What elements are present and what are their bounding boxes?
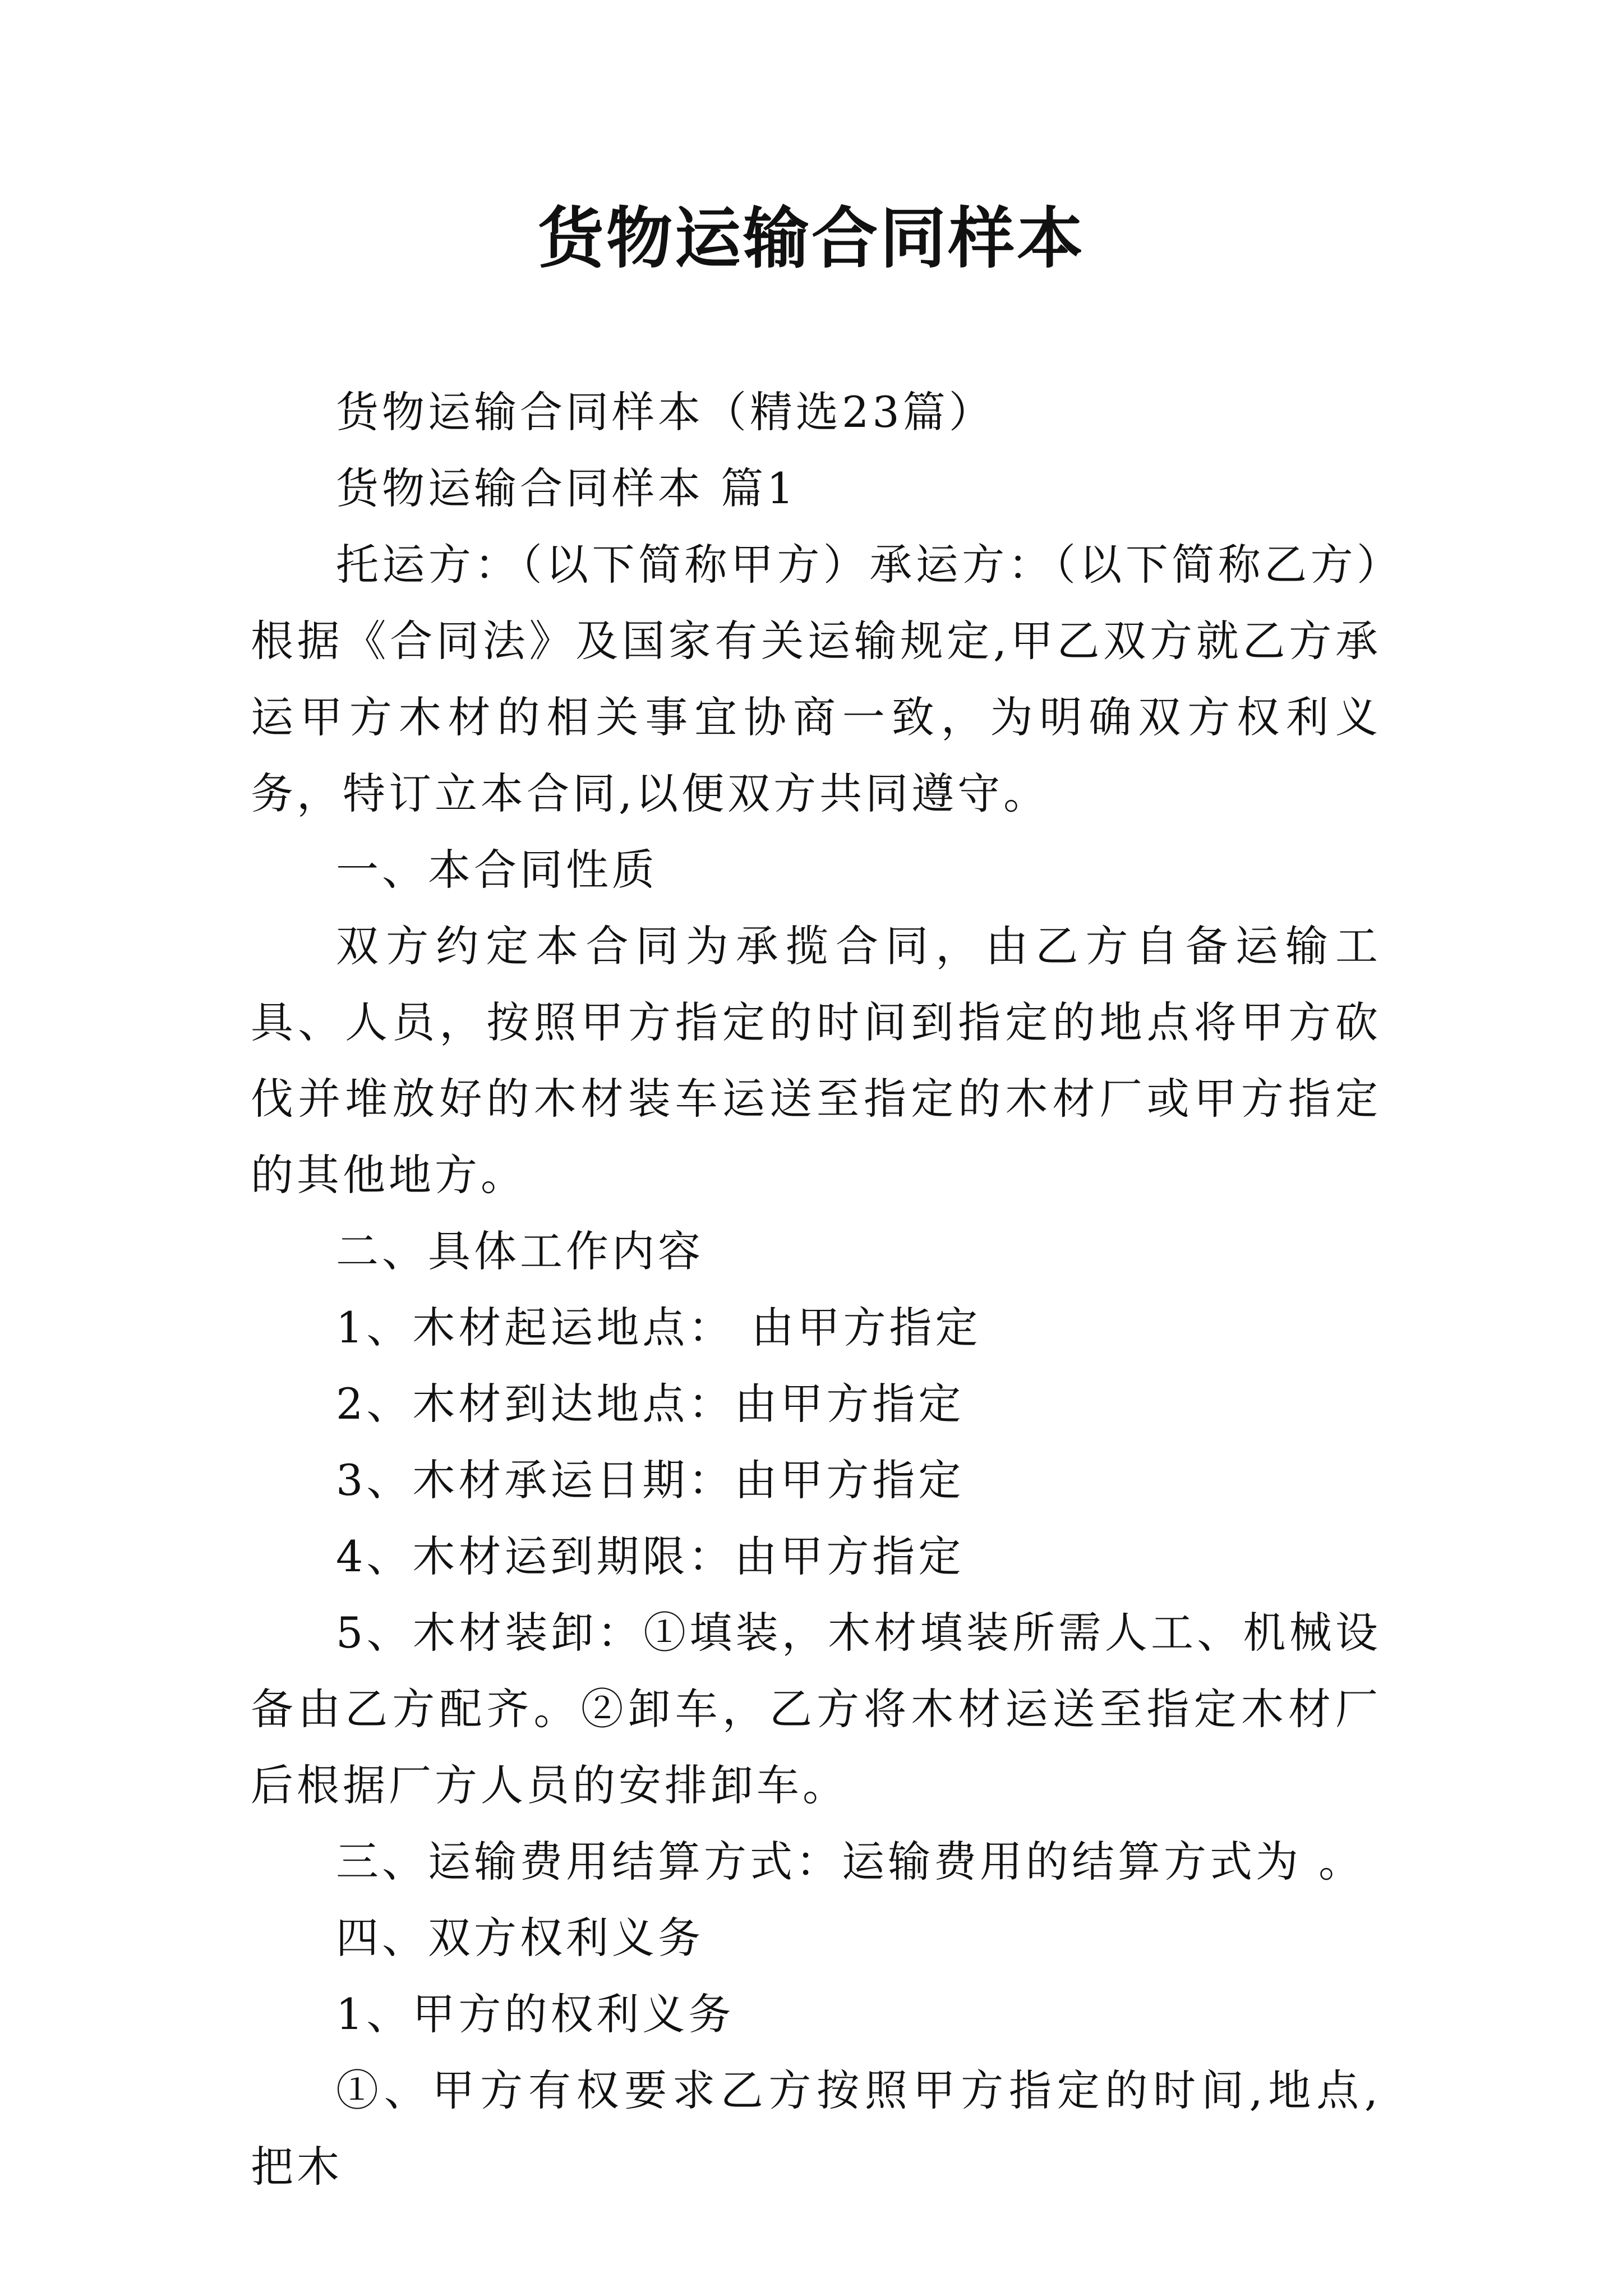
paragraph-clause-3: 三、运输费用结算方式：运输费用的结算方式为 。: [336, 1837, 1365, 1887]
paragraph-collection-heading: 货物运输合同样本（精选23篇）: [336, 387, 995, 437]
paragraph-clause-2-heading: 二、具体工作内容: [336, 1226, 704, 1276]
paragraph-item-2: 2、木材到达地点：由甲方指定: [336, 1379, 965, 1429]
paragraph-item-1: 1、木材起运地点： 由甲方指定: [336, 1303, 981, 1352]
paragraph-clause-4-sub-1-item-1: ①、甲方有权要求乙方按照甲方指定的时间,地点,把木: [251, 2065, 1381, 2192]
paragraph-item-5: 5、木材装卸：①填装，木材填装所需人工、机械设备由乙方配齐。②卸车，乙方将木材运送至指定木材厂后根据厂方人员的安排卸车。: [251, 1608, 1381, 1810]
paragraph-section-heading: 货物运输合同样本 篇1: [336, 463, 797, 513]
paragraph-clause-4-heading: 四、双方权利义务: [336, 1913, 704, 1963]
paragraph-clause-1-body: 双方约定本合同为承揽合同，由乙方自备运输工具、人员，按照甲方指定的时间到指定的地点将甲方砍伐并堆放好的木材装车运送至指定的木材厂或甲方指定的其他地方。: [251, 921, 1381, 1200]
paragraph-item-3: 3、木材承运日期：由甲方指定: [336, 1455, 965, 1505]
paragraph-clause-4-sub-1: 1、甲方的权利义务: [336, 1989, 735, 2039]
document-body: [251, 374, 1381, 2205]
paragraph-clause-1-heading: 一、本合同性质: [336, 845, 658, 895]
document-title: 货物运输合同样本: [537, 199, 1085, 277]
paragraph-parties: 托运方：（以下简称甲方）承运方：（以下简称乙方）根据《合同法》及国家有关运输规定,甲乙双方就乙方承运甲方木材的相关事宜协商一致，为明确双方权利义务，特订立本合同,以便双方共同遵守。: [251, 540, 1381, 818]
paragraph-item-4: 4、木材运到期限：由甲方指定: [336, 1531, 965, 1581]
